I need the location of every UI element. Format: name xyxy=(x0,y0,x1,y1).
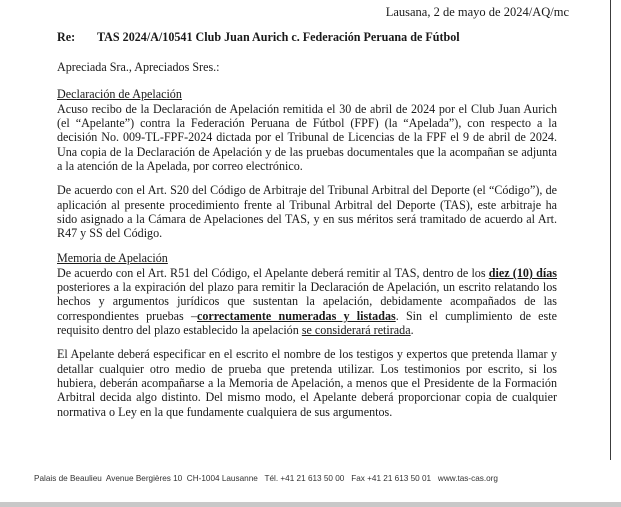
paragraph-receipt: Acuso recibo de la Declaración de Apelación remitida el 30 de abril de 2024 por el Club Juan Aurich (el “Apelante”) contra la Federación Peruana de Fútbol (FPF) (la “Apelada”), con respecto a la decisión No. 009-TL-FPF-2024 dictada por el Tribunal de Licencias de la FPF el 9 de abril de 2024. Una copia de la Declaración de Apelación y de las pruebas documentales que la acompañan se adjunta a la atención de la Apelada, por correo electrónico. xyxy=(57,101,557,174)
paragraph-memoria xyxy=(57,266,557,337)
greeting: Apreciada Sra., Apreciados Sres.: xyxy=(57,60,220,75)
deadline-emphasis: diez (10) días xyxy=(488,265,557,280)
memoria-text-4: . xyxy=(410,323,414,338)
page-border-bottom xyxy=(0,502,621,507)
memoria-text-2: posteriores a la expiración del plazo para remitir la Declaración de Apelación, un escrito relatando los hechos y argumentos jurídicos que sustentan la apelación, debidamente acompañados de las correspondientes pruebas – xyxy=(57,280,557,323)
footer-address: Palais de Beaulieu Avenue Bergières 10 CH-1004 Lausanne Tél. +41 21 613 50 00 Fax +41 21 613 50 01 www.tas-cas.org xyxy=(34,474,498,483)
heading-memoria: Memoria de Apelación xyxy=(57,250,168,265)
heading-declaracion: Declaración de Apelación xyxy=(57,86,182,101)
paragraph-procedure: De acuerdo con el Art. S20 del Código de Arbitraje del Tribunal Arbitral del Deporte (el “Código”), de aplicación al presente procedimiento frente al Tribunal Arbitral del Deporte (TAS), este arbitraje ha sido asignado a la Cámara de Apelaciones del TAS, y en sus méritos será tramitado de acuerdo al Art. R47 y SS del Código. xyxy=(57,183,557,241)
subject-text: TAS 2024/A/10541 Club Juan Aurich c. Federación Peruana de Fútbol xyxy=(97,30,460,44)
dateline: Lausana, 2 de mayo de 2024/AQ/mc xyxy=(385,5,569,19)
page-border-right xyxy=(610,0,611,460)
numbered-emphasis: correctamente numeradas y listadas xyxy=(197,308,396,323)
subject-label: Re: xyxy=(57,30,76,44)
paragraph-evidence: El Apelante deberá especificar en el escrito el nombre de los testigos y expertos que pretenda llamar y detallar cualquier otro medio de prueba que pretenda utilizar. Los testimonios por escrito, si los hubiera, deberán acompañarse a la Memoria de Apelación, a menos que el Presidente de la Formación Arbitral decida algo distinto. Del mismo modo, el Apelante deberá proporcionar copia de cualquier normativa o Ley en la que fundamente cualquiera de sus argumentos. xyxy=(57,347,557,419)
memoria-text-1: De acuerdo con el Art. R51 del Código, el Apelante deberá remitir al TAS, dentro de los xyxy=(57,265,489,280)
memoria-text-3: . Sin el cumplimiento de este requisito dentro del plazo establecido la apelación xyxy=(57,308,557,338)
letter-body xyxy=(57,30,557,429)
withdrawn-emphasis: se considerará retirada xyxy=(301,323,411,338)
subject-line xyxy=(57,30,557,44)
